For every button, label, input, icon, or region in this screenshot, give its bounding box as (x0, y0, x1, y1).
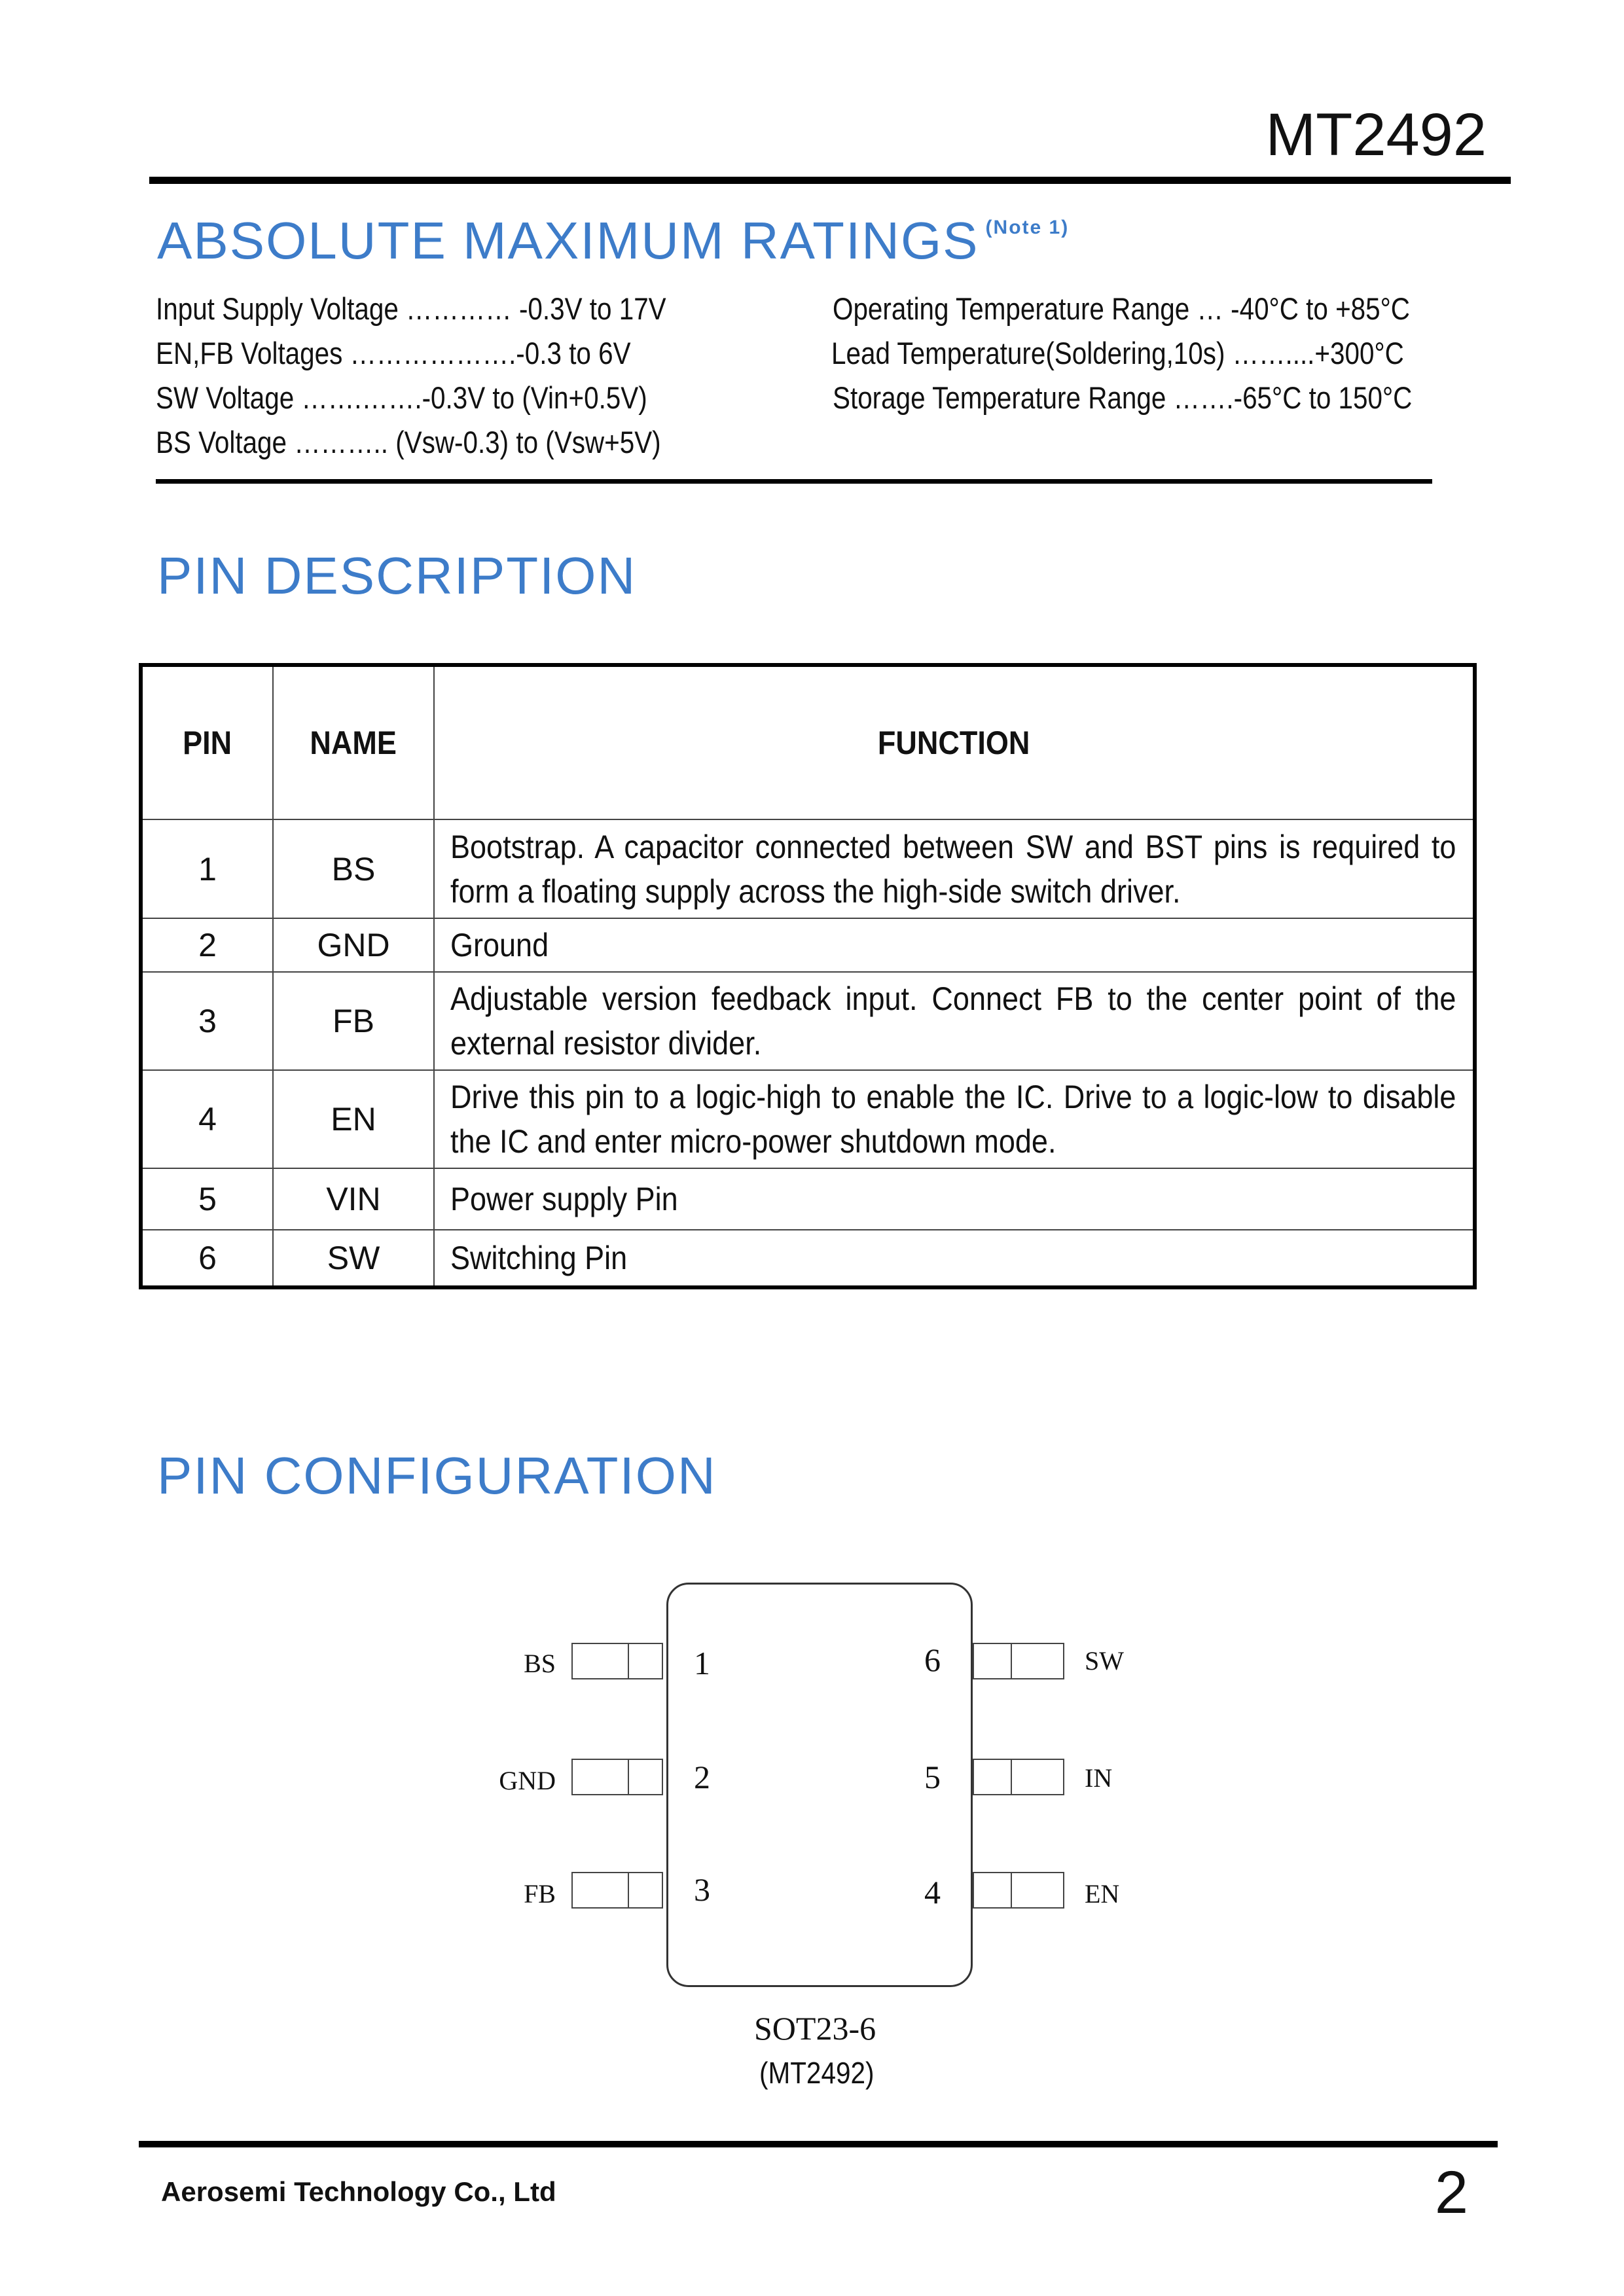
part-number: MT2492 (1265, 101, 1487, 168)
company-name: Aerosemi Technology Co., Ltd (161, 2176, 556, 2207)
right-lead-6 (973, 1643, 1064, 1679)
header-name: NAME (273, 665, 434, 819)
package-name: SOT23-6 (754, 2010, 876, 2047)
ratings-rule (156, 479, 1432, 484)
pin-cell: 2 (141, 918, 273, 972)
pin-number-6: 6 (924, 1641, 941, 1678)
pin-cell: 4 (141, 1070, 273, 1168)
ratings-note: (Note 1) (985, 217, 1070, 239)
pin-label-en: EN (1085, 1879, 1120, 1909)
pin-label-in: IN (1085, 1763, 1113, 1793)
name-cell: GND (273, 918, 434, 972)
header-function: FUNCTION (434, 665, 1475, 819)
table-header-row (141, 665, 1475, 819)
rating-left-3: SW Voltage …….…….-0.3V to (Vin+0.5V) (156, 380, 647, 415)
pin-description-title: PIN DESCRIPTION (157, 547, 637, 605)
table-row (141, 1070, 1475, 1168)
name-cell: VIN (273, 1168, 434, 1230)
rating-left-4: BS Voltage ……….. (Vsw-0.3) to (Vsw+5V) (156, 425, 661, 459)
pin-configuration-title: PIN CONFIGURATION (157, 1446, 717, 1505)
table-row (141, 972, 1475, 1070)
function-cell: Ground (434, 918, 1475, 972)
name-cell: BS (273, 819, 434, 918)
rating-left-2: EN,FB Voltages ……………….-0.3 to 6V (156, 336, 631, 370)
table-row (141, 918, 1475, 972)
name-cell: FB (273, 972, 434, 1070)
pin-label-sw: SW (1085, 1646, 1124, 1676)
pin-cell: 3 (141, 972, 273, 1070)
header-rule (149, 177, 1511, 184)
pin-number-2: 2 (694, 1759, 710, 1795)
name-cell: SW (273, 1230, 434, 1287)
rating-right-3: Storage Temperature Range …….-65°C to 150°C (833, 380, 1413, 415)
function-cell: Adjustable version feedback input. Connect FB to the center point of the external resistor divider. (434, 972, 1475, 1070)
package-part: (MT2492) (759, 2056, 875, 2090)
right-lead-5 (973, 1759, 1064, 1795)
left-lead-3 (571, 1872, 663, 1909)
pin-number-5: 5 (924, 1759, 941, 1795)
name-cell: EN (273, 1070, 434, 1168)
ratings-title (157, 211, 1070, 270)
footer-rule (139, 2141, 1498, 2147)
table-row (141, 1230, 1475, 1287)
left-lead-1 (571, 1643, 663, 1679)
pin-table (139, 663, 1477, 1289)
pin-cell: 5 (141, 1168, 273, 1230)
ratings-title-text: ABSOLUTE MAXIMUM RATINGS (157, 211, 979, 270)
page-number: 2 (1434, 2159, 1468, 2226)
pin-label-gnd: GND (499, 1766, 556, 1795)
function-cell: Power supply Pin (434, 1168, 1475, 1230)
header-pin: PIN (141, 665, 273, 819)
rating-right-1: Operating Temperature Range … -40°C to +85°C (833, 291, 1410, 326)
pin-number-1: 1 (694, 1645, 710, 1681)
pin-label-bs: BS (524, 1649, 556, 1678)
table-row (141, 1168, 1475, 1230)
pin-cell: 6 (141, 1230, 273, 1287)
left-lead-2 (571, 1759, 663, 1795)
function-cell: Drive this pin to a logic-high to enable the IC. Drive to a logic-low to disable the IC and enter micro-power shutdown mode. (434, 1070, 1475, 1168)
function-cell: Bootstrap. A capacitor connected between SW and BST pins is required to form a floating supply across the high-side switch driver. (434, 819, 1475, 918)
right-lead-4 (973, 1872, 1064, 1909)
rating-left-1: Input Supply Voltage ………… -0.3V to 17V (156, 291, 666, 326)
function-cell: Switching Pin (434, 1230, 1475, 1287)
pin-label-fb: FB (524, 1879, 556, 1909)
table-row (141, 819, 1475, 918)
pin-number-3: 3 (694, 1871, 710, 1908)
pin-number-4: 4 (924, 1874, 941, 1910)
pin-cell: 1 (141, 819, 273, 918)
rating-right-2: Lead Temperature(Soldering,10s) ……....+300°C (831, 336, 1404, 370)
